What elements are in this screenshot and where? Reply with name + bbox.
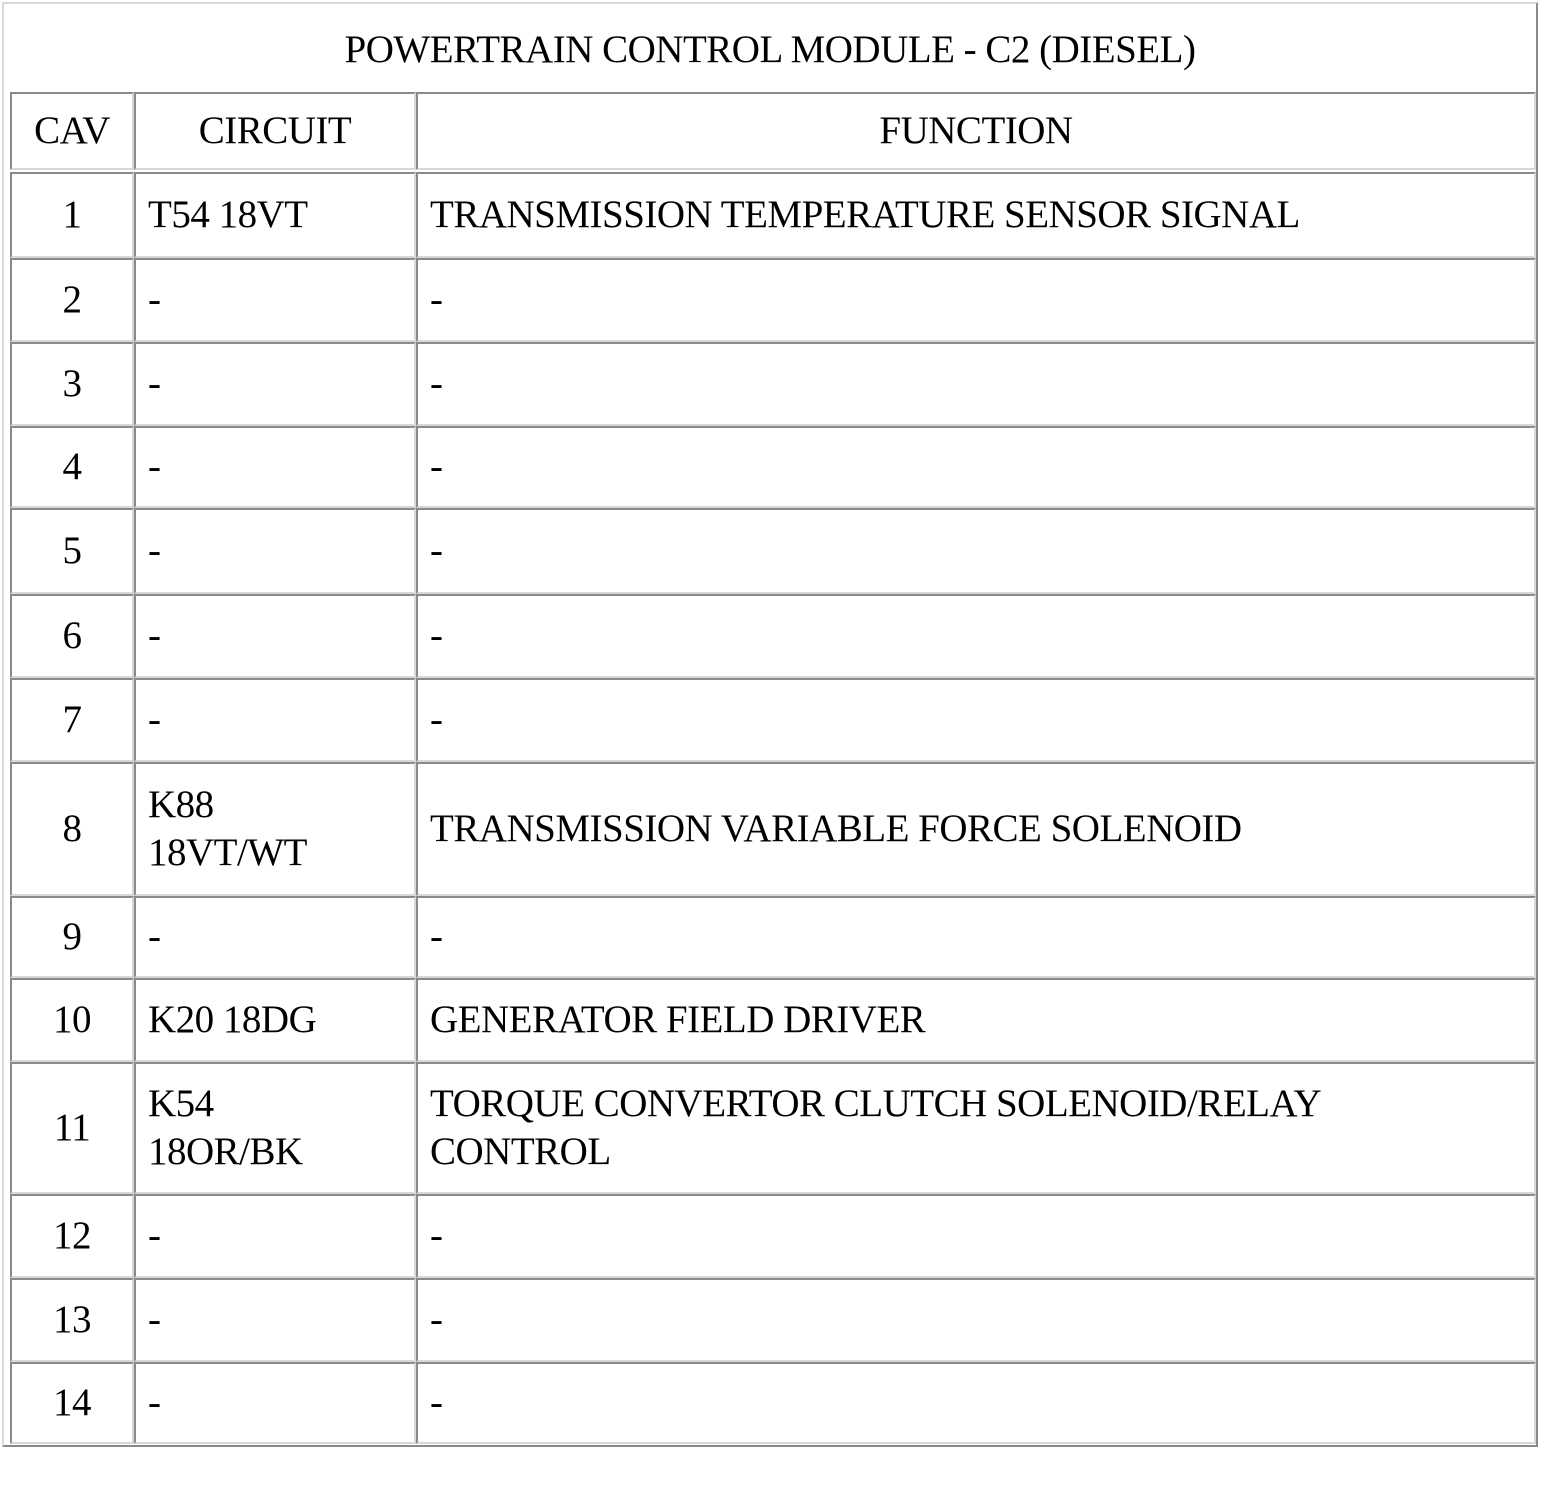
row-10-cav-cell <box>10 978 134 1062</box>
function-value: - <box>430 529 443 572</box>
row-1-function-cell <box>416 172 1536 258</box>
cav-value: 14 <box>53 1381 91 1424</box>
row-9-circuit-cell <box>134 896 416 978</box>
row-8-circuit-cell <box>134 762 416 896</box>
header-cav-label: CAV <box>34 109 110 152</box>
function-value: - <box>430 915 443 958</box>
circuit-value: - <box>148 362 161 405</box>
function-value: - <box>430 362 443 405</box>
row-3-function-cell <box>416 342 1536 426</box>
cav-value: 7 <box>62 698 82 741</box>
row-12-circuit-cell <box>134 1194 416 1278</box>
cav-value: 1 <box>62 193 82 236</box>
cav-value: 13 <box>53 1298 91 1341</box>
function-value: - <box>430 278 443 321</box>
cav-value: 2 <box>62 278 82 321</box>
row-11-cav-cell <box>10 1062 134 1194</box>
row-13-cav-cell <box>10 1278 134 1362</box>
row-9-cav-cell <box>10 896 134 978</box>
cav-value: 11 <box>53 1106 91 1149</box>
row-10-circuit-cell <box>134 978 416 1062</box>
circuit-value: - <box>148 614 161 657</box>
row-7-cav-cell <box>10 678 134 762</box>
row-6-circuit-cell <box>134 594 416 678</box>
function-value: TRANSMISSION VARIABLE FORCE SOLENOID <box>430 807 1242 850</box>
function-value: TRANSMISSION TEMPERATURE SENSOR SIGNAL <box>430 193 1300 236</box>
header-circuit-label: CIRCUIT <box>198 109 352 152</box>
cav-value: 9 <box>62 915 82 958</box>
function-value: - <box>430 445 443 488</box>
function-value: - <box>430 1381 443 1424</box>
row-8-function-cell <box>416 762 1536 896</box>
header-cav <box>10 92 134 170</box>
row-6-cav-cell <box>10 594 134 678</box>
row-12-function-cell <box>416 1194 1536 1278</box>
row-14-function-cell <box>416 1362 1536 1444</box>
row-2-circuit-cell <box>134 258 416 342</box>
circuit-value: - <box>148 1298 161 1341</box>
cav-value: 6 <box>62 614 82 657</box>
table-title: POWERTRAIN CONTROL MODULE - C2 (DIESEL) <box>344 28 1196 71</box>
row-4-cav-cell <box>10 426 134 508</box>
cav-value: 10 <box>53 998 91 1041</box>
cav-value: 4 <box>62 445 82 488</box>
circuit-value: - <box>148 1381 161 1424</box>
row-10-function-cell <box>416 978 1536 1062</box>
row-5-cav-cell <box>10 508 134 594</box>
row-7-function-cell <box>416 678 1536 762</box>
row-6-function-cell <box>416 594 1536 678</box>
row-11-circuit-cell <box>134 1062 416 1194</box>
row-5-circuit-cell <box>134 508 416 594</box>
header-function-label: FUNCTION <box>879 109 1073 152</box>
row-1-cav-cell <box>10 172 134 258</box>
cav-value: 12 <box>53 1214 91 1257</box>
circuit-value: - <box>148 1214 161 1257</box>
function-value: - <box>430 1298 443 1341</box>
function-value: - <box>430 1214 443 1257</box>
circuit-value: - <box>148 915 161 958</box>
circuit-value: - <box>148 278 161 321</box>
function-value: GENERATOR FIELD DRIVER <box>430 998 926 1041</box>
cav-value: 5 <box>62 529 82 572</box>
circuit-value: - <box>148 445 161 488</box>
function-value: - <box>430 614 443 657</box>
circuit-value: T54 18VT <box>148 193 308 236</box>
row-3-cav-cell <box>10 342 134 426</box>
circuit-value: K88 18VT/WT <box>148 783 307 874</box>
row-11-function-cell <box>416 1062 1536 1194</box>
header-function <box>416 92 1536 170</box>
row-13-function-cell <box>416 1278 1536 1362</box>
row-14-cav-cell <box>10 1362 134 1444</box>
row-13-circuit-cell <box>134 1278 416 1362</box>
connector-table <box>2 2 1538 1447</box>
row-12-cav-cell <box>10 1194 134 1278</box>
row-3-circuit-cell <box>134 342 416 426</box>
circuit-value: - <box>148 698 161 741</box>
cav-value: 8 <box>62 807 82 850</box>
row-4-circuit-cell <box>134 426 416 508</box>
row-7-circuit-cell <box>134 678 416 762</box>
header-circuit <box>134 92 416 170</box>
row-1-circuit-cell <box>134 172 416 258</box>
row-2-cav-cell <box>10 258 134 342</box>
row-14-circuit-cell <box>134 1362 416 1444</box>
function-value: TORQUE CONVERTOR CLUTCH SOLENOID/RELAY CONTROL <box>430 1082 1322 1173</box>
circuit-value: - <box>148 529 161 572</box>
row-4-function-cell <box>416 426 1536 508</box>
circuit-value: K20 18DG <box>148 998 317 1041</box>
function-value: - <box>430 698 443 741</box>
row-8-cav-cell <box>10 762 134 896</box>
row-9-function-cell <box>416 896 1536 978</box>
row-5-function-cell <box>416 508 1536 594</box>
row-2-function-cell <box>416 258 1536 342</box>
cav-value: 3 <box>62 362 82 405</box>
circuit-value: K54 18OR/BK <box>148 1082 303 1173</box>
